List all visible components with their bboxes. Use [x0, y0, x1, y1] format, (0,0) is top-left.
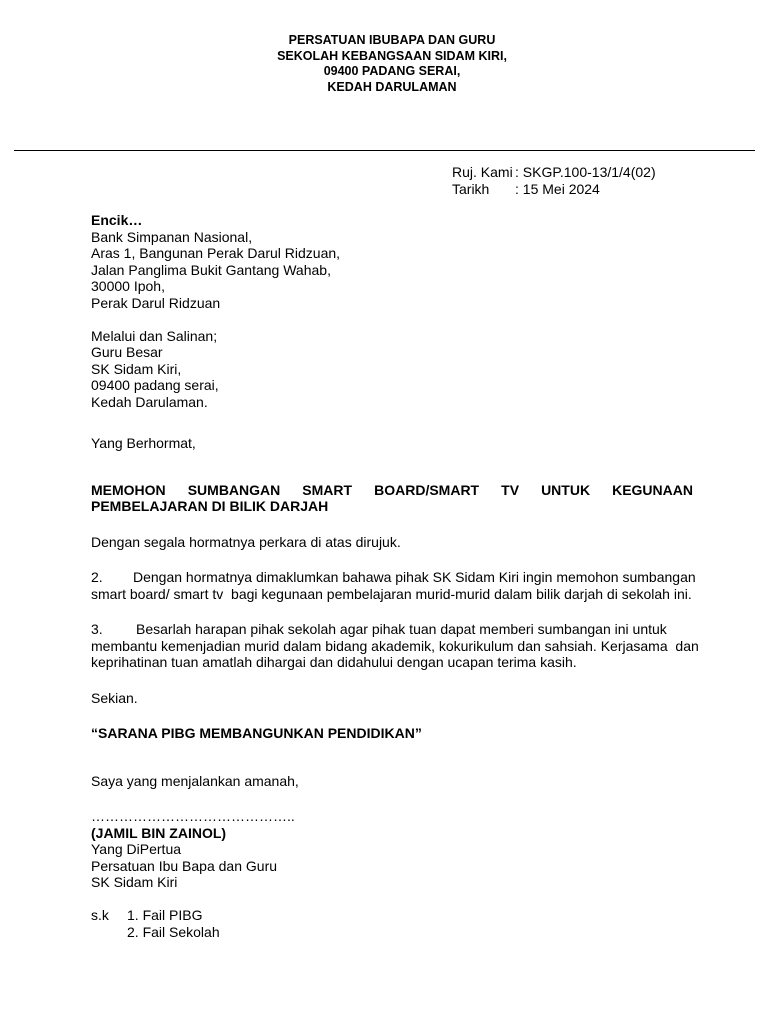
recipient-line: Aras 1, Bangunan Perak Darul Ridzuan, — [91, 245, 341, 261]
letterhead-school: SEKOLAH KEBANGSAAN SIDAM KIRI, — [277, 48, 507, 63]
signatory-title: Yang DiPertua — [91, 841, 182, 857]
paragraph-text: keprihatinan tuan amatlah dihargai dan didahului dengan ucapan terima kasih. — [91, 654, 577, 670]
recipient-line: Perak Darul Ridzuan — [91, 294, 221, 311]
reference-label: Ruj. Kami — [452, 164, 513, 180]
letterhead — [0, 33, 768, 95]
subject-line-1 — [91, 482, 693, 499]
closing: Sekian. — [91, 689, 138, 706]
motto: “SARANA PIBG MEMBANGUNKAN PENDIDIKAN” — [91, 725, 422, 741]
recipient-line: Bank Simpanan Nasional, — [91, 228, 253, 245]
paragraph-text: smart board/ smart tv bagi kegunaan pembelajaran murid-murid dalam bilik darjah di sekolah ini. — [91, 585, 692, 602]
reference-row — [452, 164, 752, 181]
sk-row — [91, 924, 693, 941]
paragraph-number: 2. — [91, 569, 103, 585]
paragraph-number: 3. — [91, 621, 103, 637]
date-row — [452, 181, 752, 198]
subject-word: UNTUK — [541, 481, 591, 498]
sk-item: 1. Fail PIBG — [127, 907, 203, 923]
letterhead-state: KEDAH DARULAMAN — [327, 79, 457, 94]
subject-word: KEGUNAAN — [612, 481, 693, 498]
paragraph-2 — [91, 569, 696, 602]
copy-to-line: 09400 padang serai, — [91, 377, 219, 393]
recipient-salutation: Encik… — [91, 212, 143, 228]
reference-value: : SKGP.100-13/1/4(02) — [515, 164, 656, 180]
subject-line-2: PEMBELAJARAN DI BILIK DARJAH — [91, 498, 329, 514]
copy-to-line: SK Sidam Kiri, — [91, 360, 182, 377]
copy-to-line: Guru Besar — [91, 344, 163, 360]
recipient-line: Jalan Panglima Bukit Gantang Wahab, — [91, 261, 331, 278]
header-divider — [14, 150, 755, 151]
copy-to-line: Kedah Darulaman. — [91, 393, 208, 410]
subject-word: SUMBANGAN — [187, 481, 281, 498]
subject-word: MEMOHON — [91, 481, 166, 498]
paragraph-1: Dengan segala hormatnya perkara di atas dirujuk. — [91, 533, 401, 550]
paragraph-text: Besarlah harapan pihak sekolah agar pihak tuan dapat memberi sumbangan ini untuk — [136, 621, 667, 637]
date-label: Tarikh — [452, 180, 490, 197]
signatory-organisation: Persatuan Ibu Bapa dan Guru — [91, 857, 278, 874]
greeting: Yang Berhormat, — [91, 435, 196, 451]
signoff: Saya yang menjalankan amanah, — [91, 772, 299, 789]
subject-word: BOARD/SMART — [374, 481, 480, 498]
subject-word: SMART — [302, 481, 353, 498]
sk-row — [91, 907, 693, 924]
paragraph-text: membantu kemenjadian murid dalam bidang akademik, kokurikulum dan sahsiah. Kerjasama dan — [91, 637, 699, 654]
sk-item: 2. Fail Sekolah — [127, 923, 220, 940]
signatory-name: (JAMIL BIN ZAINOL) — [91, 824, 227, 841]
reference-block — [452, 164, 752, 197]
copy-to-heading: Melalui dan Salinan; — [91, 327, 218, 344]
letterhead-organisation: PERSATUAN IBUBAPA DAN GURU — [288, 33, 496, 47]
sk-label: s.k — [91, 907, 109, 923]
paragraph-text: Dengan hormatnya dimaklumkan bahawa pihak SK Sidam Kiri ingin memohon sumbangan — [133, 569, 696, 585]
recipient-line: 30000 Ipoh, — [91, 278, 165, 294]
signatory-school: SK Sidam Kiri — [91, 874, 178, 890]
signature-dots: …………………………………….. — [91, 808, 295, 824]
subject-word: TV — [501, 481, 520, 498]
date-value: : 15 Mei 2024 — [515, 180, 600, 197]
letterhead-postcode: 09400 PADANG SERAI, — [323, 64, 461, 78]
paragraph-3 — [91, 621, 699, 671]
letter-body — [91, 212, 699, 940]
